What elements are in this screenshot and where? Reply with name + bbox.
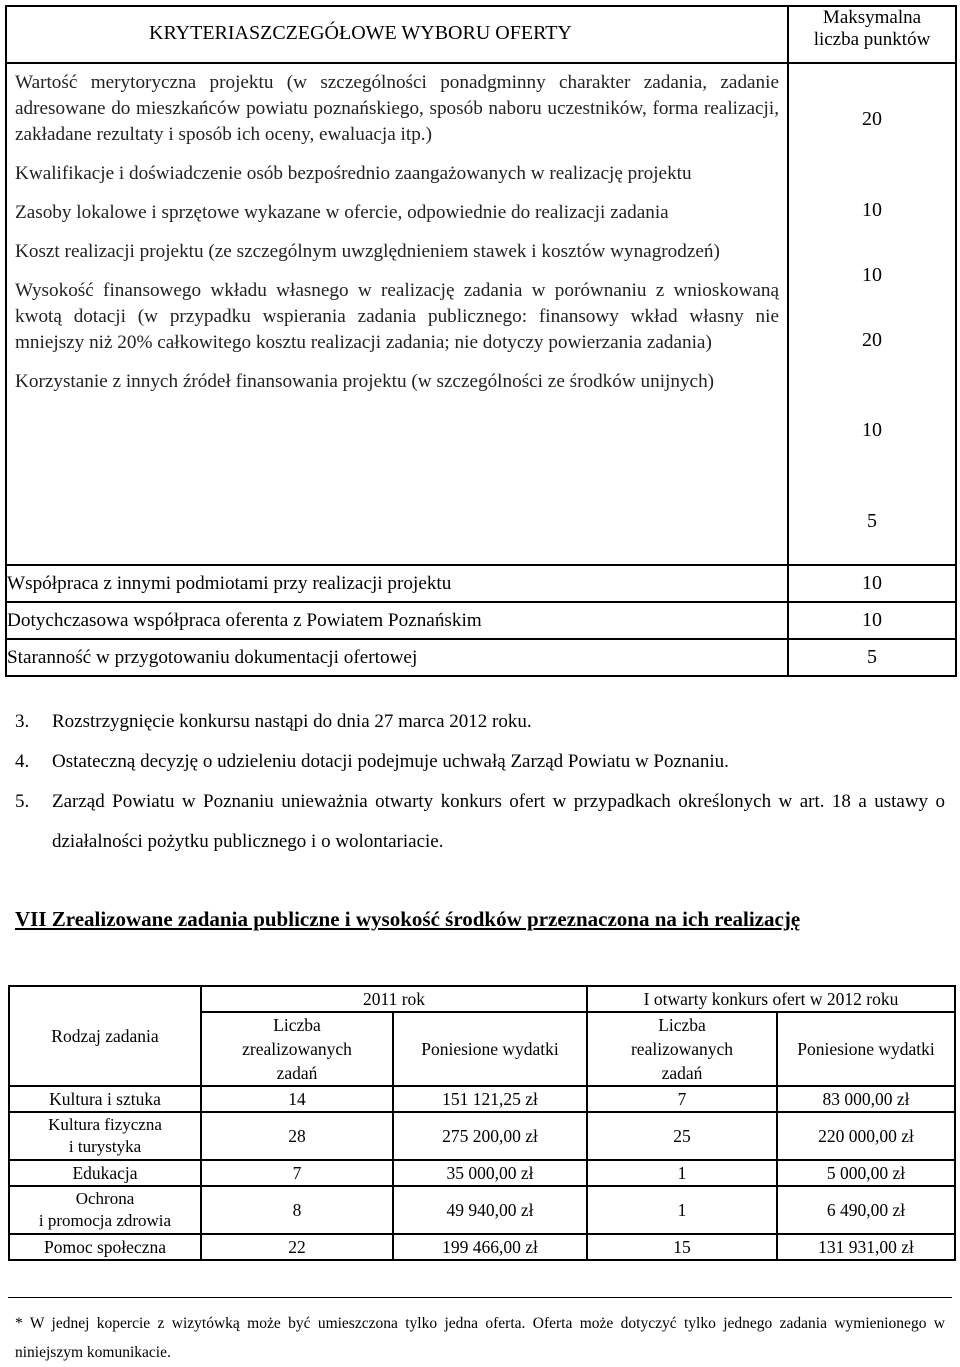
group-2011-header: 2011 rok [201, 986, 587, 1012]
criterion-other-funding: Korzystanie z innych źródeł finansowania projektu (w szczególności ze środków unijnych) [15, 371, 715, 392]
max-points-header [788, 6, 956, 63]
points-other-funding: 5 [867, 510, 877, 532]
col-spent-2011-header: Poniesione wydatki [393, 1012, 587, 1086]
point-5-text: Zarząd Powiatu w Poznaniu unieważnia otwarty konkurs ofert w przypadkach określonych w art. 18 a ustawy o działalności pożytku publicznego i o wolontariacie. [52, 791, 945, 852]
col-count-2011-header [201, 1012, 393, 1086]
table-row [9, 1160, 955, 1186]
row-spent-2011: 151 121,25 zł [393, 1086, 587, 1112]
criteria-table [5, 5, 957, 677]
criterion-resources: Zasoby lokalowe i sprzętowe wykazane w ofercie, odpowiednie do realizacji zadania [15, 202, 669, 223]
points-group-cell [788, 63, 956, 565]
criterion-qualifications: Kwalifikacje i doświadczenie osób bezpośrednio zaangażowanych w realizację projektu [15, 163, 692, 184]
criterion-diligence: Staranność w przygotowaniu dokumentacji ofertowej [6, 639, 788, 676]
row-spent-2011: 275 200,00 zł [393, 1112, 587, 1160]
row-count-2012: 15 [587, 1234, 777, 1260]
criterion-cooperation: Współpraca z innymi podmiotami przy realizacji projektu [6, 565, 788, 602]
table-row [9, 1186, 955, 1234]
row-count-2011: 8 [201, 1186, 393, 1234]
criteria-group-cell [6, 63, 788, 565]
row-spent-2012: 83 000,00 zł [777, 1086, 955, 1112]
col-count-2011-line1: Liczba [273, 1015, 321, 1035]
row-type [9, 1112, 201, 1160]
row-spent-2012: 131 931,00 zł [777, 1234, 955, 1260]
col-count-2012-line2: realizowanych [630, 1039, 734, 1059]
table-row [9, 1086, 955, 1112]
row-type: Pomoc społeczna [9, 1234, 201, 1260]
row-spent-2011: 199 466,00 zł [393, 1234, 587, 1260]
max-points-header-line1: Maksymalna [822, 7, 922, 28]
row-spent-2012: 6 490,00 zł [777, 1186, 955, 1234]
col-type-header: Rodzaj zadania [9, 986, 201, 1086]
criterion-merit: Wartość merytoryczna projektu (w szczególności ponadgminny charakter zadania, zadanie adresowane do mieszkańców powiatu poznańskiego, sposób naboru uczestników, forma realizacji, zakładane rezultaty i sposób ich oceny, ewaluacja itp.) [15, 72, 779, 145]
max-points-header-line2: liczba punktów [813, 29, 931, 50]
row-spent-2012: 220 000,00 zł [777, 1112, 955, 1160]
point-3 [15, 702, 945, 742]
row-type-line2: i promocja zdrowia [38, 1211, 172, 1230]
row-count-2011: 7 [201, 1160, 393, 1186]
col-spent-2012-header: Poniesione wydatki [777, 1012, 955, 1086]
points-past-cooperation: 10 [788, 602, 956, 639]
col-count-2012-line1: Liczba [658, 1015, 706, 1035]
col-count-2012-header [587, 1012, 777, 1086]
points-resources: 10 [862, 264, 882, 286]
group-2012-header: I otwarty konkurs ofert w 2012 roku [587, 986, 955, 1012]
row-count-2012: 7 [587, 1086, 777, 1112]
table-row [9, 1234, 955, 1260]
criteria-header [6, 6, 788, 63]
col-count-2011-line3: zadań [276, 1063, 318, 1083]
point-3-number: 3. [15, 711, 30, 732]
tasks-table [8, 985, 956, 1261]
row-type-line2: i turystyka [68, 1137, 142, 1156]
row-count-2011: 22 [201, 1234, 393, 1260]
row-spent-2011: 35 000,00 zł [393, 1160, 587, 1186]
points-cooperation: 10 [788, 565, 956, 602]
point-4-number: 4. [15, 751, 30, 772]
criterion-cost: Koszt realizacji projektu (ze szczególnym uwzględnieniem stawek i kosztów wynagrodzeń) [15, 241, 720, 262]
points-cost: 20 [862, 329, 882, 351]
col-count-2012-line3: zadań [661, 1063, 703, 1083]
point-3-text: Rozstrzygnięcie konkursu nastąpi do dnia 27 marca 2012 roku. [52, 711, 532, 732]
points-merit: 20 [862, 108, 882, 130]
point-5 [15, 782, 945, 862]
row-count-2011: 14 [201, 1086, 393, 1112]
row-count-2012: 25 [587, 1112, 777, 1160]
criterion-own-contribution: Wysokość finansowego wkładu własnego w realizację zadania w porównaniu z wnioskowaną kwotą dotacji (w przypadku wspierania zadania publicznego: finansowy wkład własny nie mniejszy niż 20% całkowitego kosztu realizacji zadania; nie dotyczy powierzania zadania) [15, 280, 779, 353]
criterion-past-cooperation: Dotychczasowa współpraca oferenta z Powiatem Poznańskim [6, 602, 788, 639]
row-type: Edukacja [9, 1160, 201, 1186]
row-type-line1: Ochrona [75, 1189, 135, 1208]
footnote-divider [8, 1297, 952, 1298]
points-own-contribution: 10 [862, 419, 882, 441]
row-type [9, 1186, 201, 1234]
row-type: Kultura i sztuka [9, 1086, 201, 1112]
section-title: VII Zrealizowane zadania publiczne i wysokość środków przeznaczona na ich realizację [15, 907, 801, 931]
table-row [9, 1112, 955, 1160]
row-count-2012: 1 [587, 1186, 777, 1234]
footnote: * W jednej kopercie z wizytówką może być umieszczona tylko jedna oferta. Oferta może dotyczyć tylko jednego zadania wymienionego w niniejszym komunikacie. [15, 1315, 945, 1361]
row-count-2012: 1 [587, 1160, 777, 1186]
point-4 [15, 742, 945, 782]
row-spent-2011: 49 940,00 zł [393, 1186, 587, 1234]
points-qualifications: 10 [862, 199, 882, 221]
point-5-number: 5. [15, 791, 30, 812]
row-count-2011: 28 [201, 1112, 393, 1160]
point-4-text: Ostateczną decyzję o udzieleniu dotacji podejmuje uchwałą Zarząd Powiatu w Poznaniu. [52, 751, 729, 772]
criteria-header-title: KRYTERIASZCZEGÓŁOWE WYBORU OFERTY [149, 22, 572, 44]
points-diligence: 5 [788, 639, 956, 676]
row-spent-2012: 5 000,00 zł [777, 1160, 955, 1186]
row-type-line1: Kultura fizyczna [48, 1115, 162, 1134]
col-count-2011-line2: zrealizowanych [242, 1039, 352, 1059]
